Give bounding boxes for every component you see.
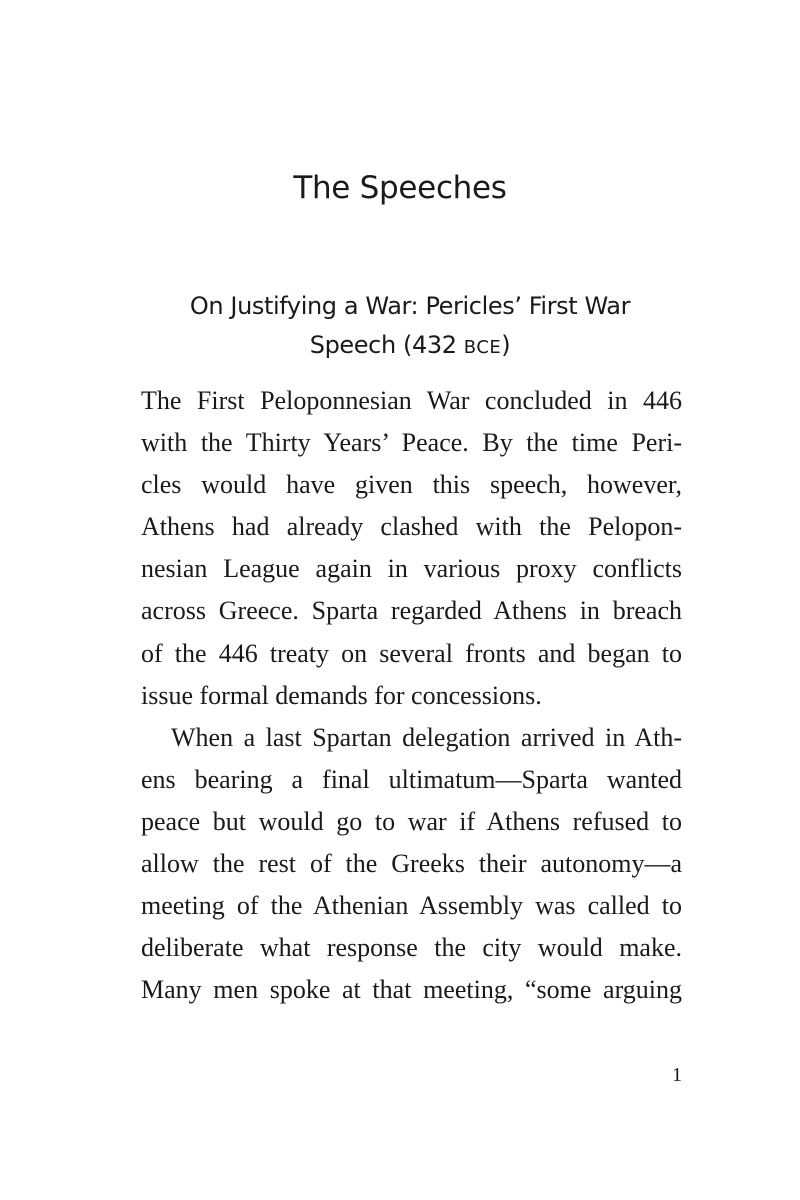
- text-line: ens bearing a final ultimatum—Sparta wanted: [141, 764, 682, 794]
- text-line: Many men spoke at that meeting, “some arguing: [141, 975, 682, 1005]
- paragraph-1: [141, 380, 682, 717]
- text-line: cles would have given this speech, however,: [141, 470, 682, 500]
- text-line: with the Thirty Years’ Peace. By the time Peri-: [141, 428, 682, 458]
- chapter-title: The Speeches: [293, 170, 507, 206]
- section-title-close-paren: ): [501, 331, 511, 359]
- section-title-line-1: On Justifying a War: Pericles’ First War: [189, 292, 631, 320]
- text-line: peace but would go to war if Athens refused to: [141, 806, 682, 836]
- section-title-era: BCE: [463, 337, 502, 358]
- body-text: [141, 380, 682, 1011]
- section-title: [150, 287, 670, 367]
- text-line: The First Peloponnesian War concluded in 446: [141, 386, 682, 415]
- paragraph-2: [141, 717, 682, 1012]
- text-line: deliberate what response the city would make.: [141, 933, 682, 963]
- section-title-line-2: [310, 331, 511, 359]
- text-line: across Greece. Sparta regarded Athens in breach: [141, 596, 682, 626]
- page-number: 1: [672, 1064, 682, 1086]
- text-line: When a last Spartan delegation arrived in Ath-: [171, 722, 682, 752]
- text-line: meeting of the Athenian Assembly was called to: [141, 891, 682, 921]
- text-line: of the 446 treaty on several fronts and began to: [141, 638, 682, 668]
- text-line: nesian League again in various proxy conflicts: [141, 554, 682, 584]
- text-line: Athens had already clashed with the Pelopon-: [141, 512, 682, 542]
- text-line: allow the rest of the Greeks their autonomy—a: [141, 849, 682, 879]
- text-line: issue formal demands for concessions.: [141, 680, 542, 710]
- section-title-speech-label: Speech (432: [309, 331, 464, 359]
